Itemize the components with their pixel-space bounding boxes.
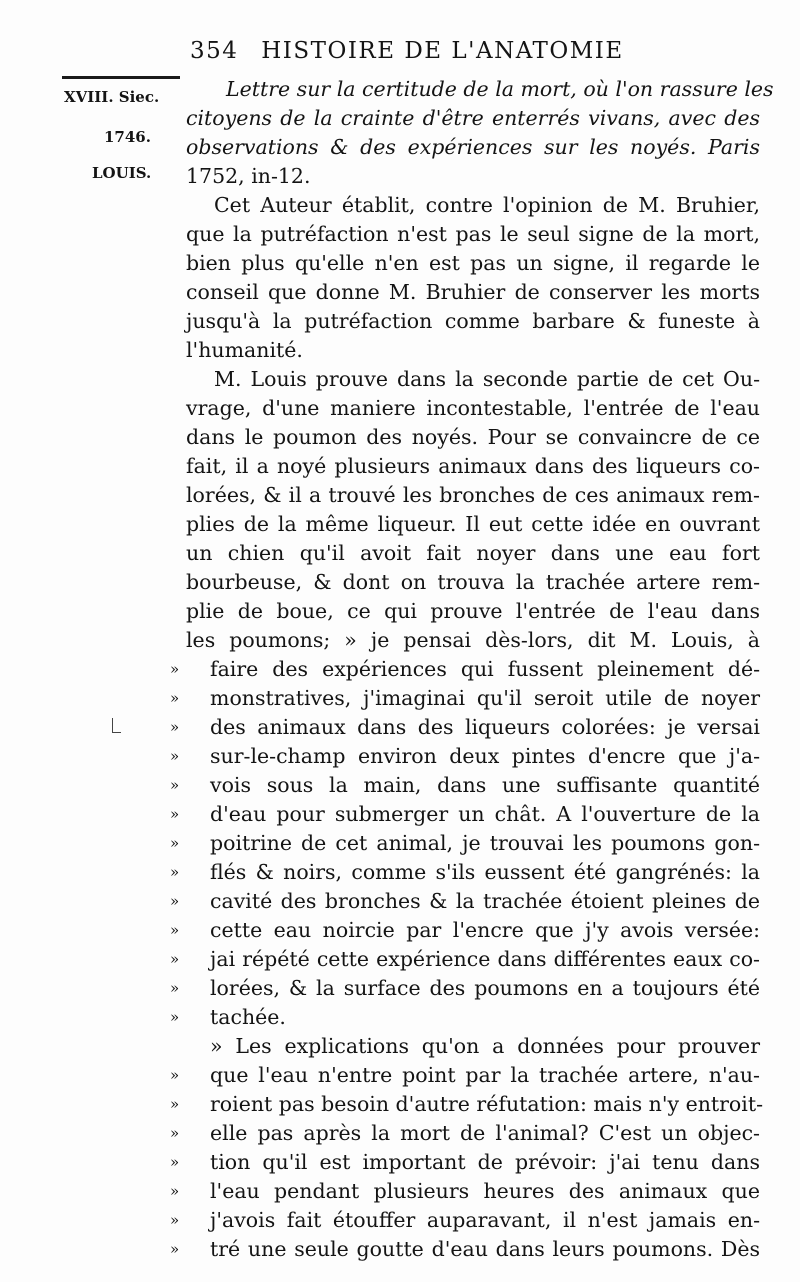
text-line: monstratives, j'imaginai qu'il seroit utile de noyer — [210, 686, 760, 710]
text-line: des animaux dans des liqueurs colorées: je versai — [210, 715, 760, 739]
text-line: flés & noirs, comme s'ils eussent été gangrénés: la — [210, 860, 760, 884]
text-line: dans le poumon des noyés. Pour se convaincre de ce — [186, 425, 760, 449]
text-line: que l'eau n'entre point par la trachée artere, n'au- — [210, 1063, 760, 1087]
text-line: plie de boue, ce qui prouve l'entrée de l'eau dans — [186, 599, 760, 623]
quote-mark: » — [170, 747, 180, 765]
text-line: jusqu'à la putréfaction comme barbare & funeste à — [186, 309, 760, 333]
text-line: observations & des expériences sur les noyés. Paris — [186, 135, 760, 159]
text-line: sur-le-champ environ deux pintes d'encre que j'a- — [210, 744, 760, 768]
page-number: 354 — [190, 38, 239, 64]
quote-mark: » — [170, 1182, 180, 1200]
text-line: bien plus qu'elle n'en est pas un signe, il regarde le — [186, 251, 760, 275]
text-line: conseil que donne M. Bruhier de conserver les morts — [186, 280, 760, 304]
text-line: elle pas après la mort de l'animal? C'est un objec- — [210, 1121, 760, 1145]
text-line: j'avois fait étouffer auparavant, il n'est jamais en- — [210, 1208, 760, 1232]
margin-rule — [62, 76, 180, 79]
text-line: 1752, in-12. — [186, 164, 311, 188]
text-line: les poumons; » je pensai dès-lors, dit M. Louis, à — [186, 628, 760, 652]
text-line: Cet Auteur établit, contre l'opinion de M. Bruhier, — [214, 193, 760, 217]
text-line: l'humanité. — [186, 338, 303, 362]
quote-mark: » — [170, 776, 180, 794]
text-line: poitrine de cet animal, je trouvai les poumons gon- — [210, 831, 760, 855]
text-line: d'eau pour submerger un chât. A l'ouverture de la — [210, 802, 760, 826]
running-header — [190, 38, 624, 64]
text-line: tré une seule goutte d'eau dans leurs poumons. Dès — [210, 1237, 760, 1261]
text-line: l'eau pendant plusieurs heures des animaux que — [210, 1179, 760, 1203]
text-line: tachée. — [210, 1005, 286, 1029]
margin-century: XVIII. Siec. — [64, 88, 160, 106]
text-line: Lettre sur la certitude de la mort, où l'on rassure les — [226, 77, 774, 101]
quote-mark: » — [170, 1211, 180, 1229]
margin-year: 1746. — [104, 128, 151, 146]
text-line: cette eau noircie par l'encre que j'y avois versée: — [210, 918, 760, 942]
text-line: tion qu'il est important de prévoir: j'ai tenu dans — [210, 1150, 760, 1174]
quote-mark: » — [170, 718, 180, 736]
quote-mark: » — [170, 834, 180, 852]
quote-mark: » — [170, 660, 180, 678]
text-line: faire des expériences qui fussent pleinement dé- — [210, 657, 760, 681]
quote-mark: » — [170, 1240, 180, 1258]
text-line: vois sous la main, dans une suffisante quantité — [210, 773, 760, 797]
quote-mark: » — [170, 921, 180, 939]
quote-mark: » — [170, 892, 180, 910]
text-line: M. Louis prouve dans la seconde partie de cet Ou- — [214, 367, 760, 391]
margin-author: LOUIS. — [92, 164, 152, 182]
text-line: citoyens de la crainte d'être enterrés vivans, avec des — [186, 106, 760, 130]
text-line: » Les explications qu'on a données pour prouver — [210, 1034, 760, 1058]
running-title: HISTOIRE DE L'ANATOMIE — [261, 38, 624, 64]
quote-mark: » — [170, 1124, 180, 1142]
text-line: lorées, & la surface des poumons en a toujours été — [210, 976, 760, 1000]
text-line: cavité des bronches & la trachée étoient pleines de — [210, 889, 760, 913]
stray-mark — [112, 718, 121, 733]
quote-mark: » — [170, 1153, 180, 1171]
quote-mark: » — [170, 979, 180, 997]
quote-mark: » — [170, 689, 180, 707]
text-line: roient pas besoin d'autre réfutation: mais n'y entroit- — [210, 1092, 763, 1116]
text-line: lorées, & il a trouvé les bronches de ces animaux rem- — [186, 483, 760, 507]
text-line: plies de la même liqueur. Il eut cette idée en ouvrant — [186, 512, 760, 536]
text-line: jai répété cette expérience dans différentes eaux co- — [210, 947, 760, 971]
quote-mark: » — [170, 805, 180, 823]
quote-mark: » — [170, 1095, 180, 1113]
quote-mark: » — [170, 1008, 180, 1026]
quote-mark: » — [170, 1066, 180, 1084]
quote-mark: » — [170, 950, 180, 968]
text-line: bourbeuse, & dont on trouva la trachée artere rem- — [186, 570, 760, 594]
text-line: fait, il a noyé plusieurs animaux dans des liqueurs co- — [186, 454, 760, 478]
text-line: vrage, d'une maniere incontestable, l'entrée de l'eau — [186, 396, 760, 420]
text-line: que la putréfaction n'est pas le seul signe de la mort, — [186, 222, 760, 246]
quote-mark: » — [170, 863, 180, 881]
text-line: un chien qu'il avoit fait noyer dans une eau fort — [186, 541, 760, 565]
